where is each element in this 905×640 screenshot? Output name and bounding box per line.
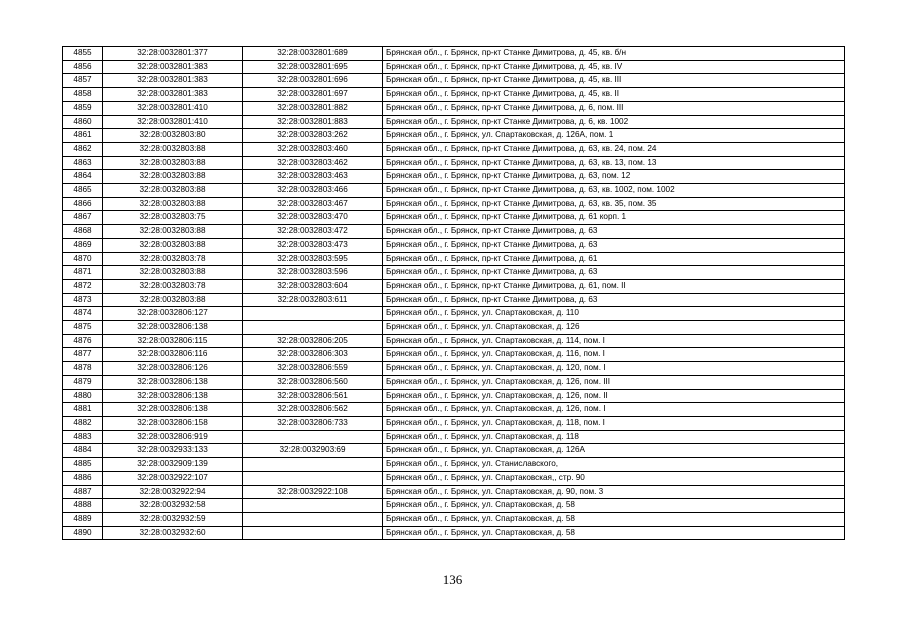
table-row (63, 485, 845, 499)
row-number-cell: 4867 (63, 211, 103, 225)
object-cadastral-number-cell: 32:28:0032806:561 (243, 389, 383, 403)
cadastral-number-cell: 32:28:0032803:88 (103, 142, 243, 156)
address-cell: Брянская обл., г. Брянск, пр-кт Станке Димитрова, д. 63 (383, 238, 845, 252)
table-row (63, 88, 845, 102)
cadastral-number-cell: 32:28:0032801:377 (103, 47, 243, 61)
cadastral-number-cell: 32:28:0032803:75 (103, 211, 243, 225)
object-cadastral-number-cell (243, 526, 383, 540)
cadastral-number-cell: 32:28:0032806:158 (103, 416, 243, 430)
table-row (63, 252, 845, 266)
object-cadastral-number-cell (243, 321, 383, 335)
cadastral-number-cell: 32:28:0032801:383 (103, 74, 243, 88)
cadastral-number-cell: 32:28:0032803:88 (103, 156, 243, 170)
address-cell: Брянская обл., г. Брянск, ул. Спартаковская, д. 126, пом. III (383, 375, 845, 389)
object-cadastral-number-cell: 32:28:0032803:604 (243, 279, 383, 293)
address-cell: Брянская обл., г. Брянск, ул. Спартаковская, д. 126 (383, 321, 845, 335)
row-number-cell: 4868 (63, 225, 103, 239)
table-row (63, 348, 845, 362)
row-number-cell: 4883 (63, 430, 103, 444)
table-row (63, 60, 845, 74)
row-number-cell: 4890 (63, 526, 103, 540)
address-cell: Брянская обл., г. Брянск, пр-кт Станке Димитрова, д. 45, кв. б/н (383, 47, 845, 61)
address-cell: Брянская обл., г. Брянск, ул. Спартаковская, д. 58 (383, 512, 845, 526)
object-cadastral-number-cell (243, 458, 383, 472)
cadastral-number-cell: 32:28:0032806:138 (103, 321, 243, 335)
object-cadastral-number-cell: 32:28:0032806:560 (243, 375, 383, 389)
address-cell: Брянская обл., г. Брянск, пр-кт Станке Димитрова, д. 63, кв. 24, пом. 24 (383, 142, 845, 156)
row-number-cell: 4855 (63, 47, 103, 61)
address-cell: Брянская обл., г. Брянск, пр-кт Станке Димитрова, д. 61, пом. II (383, 279, 845, 293)
address-cell: Брянская обл., г. Брянск, ул. Спартаковская, д. 58 (383, 499, 845, 513)
object-cadastral-number-cell (243, 512, 383, 526)
table-row (63, 184, 845, 198)
cadastral-number-cell: 32:28:0032803:88 (103, 238, 243, 252)
table-row (63, 142, 845, 156)
cadastral-number-cell: 32:28:0032806:116 (103, 348, 243, 362)
object-cadastral-number-cell (243, 430, 383, 444)
cadastral-number-cell: 32:28:0032933:133 (103, 444, 243, 458)
object-cadastral-number-cell: 32:28:0032806:205 (243, 334, 383, 348)
table-row (63, 129, 845, 143)
address-cell: Брянская обл., г. Брянск, пр-кт Станке Димитрова, д. 63, кв. 1002, пом. 1002 (383, 184, 845, 198)
address-cell: Брянская обл., г. Брянск, ул. Спартаковская, д. 126, пом. II (383, 389, 845, 403)
cadastral-number-cell: 32:28:0032909:139 (103, 458, 243, 472)
object-cadastral-number-cell: 32:28:0032801:883 (243, 115, 383, 129)
cadastral-number-cell: 32:28:0032932:58 (103, 499, 243, 513)
object-cadastral-number-cell: 32:28:0032803:595 (243, 252, 383, 266)
table-row (63, 211, 845, 225)
row-number-cell: 4856 (63, 60, 103, 74)
table-row (63, 115, 845, 129)
address-cell: Брянская обл., г. Брянск, ул. Спартаковская, д. 58 (383, 526, 845, 540)
object-cadastral-number-cell: 32:28:0032806:562 (243, 403, 383, 417)
row-number-cell: 4869 (63, 238, 103, 252)
object-cadastral-number-cell (243, 307, 383, 321)
table-row (63, 170, 845, 184)
table-body (63, 47, 845, 540)
address-cell: Брянская обл., г. Брянск, пр-кт Станке Димитрова, д. 63 (383, 293, 845, 307)
row-number-cell: 4877 (63, 348, 103, 362)
cadastral-number-cell: 32:28:0032803:88 (103, 293, 243, 307)
address-cell: Брянская обл., г. Брянск, ул. Станиславского, (383, 458, 845, 472)
address-cell: Брянская обл., г. Брянск, ул. Спартаковская, д. 110 (383, 307, 845, 321)
address-cell: Брянская обл., г. Брянск, ул. Спартаковская, д. 126, пом. I (383, 403, 845, 417)
row-number-cell: 4860 (63, 115, 103, 129)
row-number-cell: 4864 (63, 170, 103, 184)
object-cadastral-number-cell: 32:28:0032801:695 (243, 60, 383, 74)
object-cadastral-number-cell: 32:28:0032803:611 (243, 293, 383, 307)
table-row (63, 225, 845, 239)
address-cell: Брянская обл., г. Брянск, пр-кт Станке Димитрова, д. 45, кв. III (383, 74, 845, 88)
row-number-cell: 4888 (63, 499, 103, 513)
cadastral-number-cell: 32:28:0032806:115 (103, 334, 243, 348)
address-cell: Брянская обл., г. Брянск, пр-кт Станке Димитрова, д. 63 (383, 225, 845, 239)
object-cadastral-number-cell: 32:28:0032806:303 (243, 348, 383, 362)
table-row (63, 499, 845, 513)
object-cadastral-number-cell: 32:28:0032803:460 (243, 142, 383, 156)
table-row (63, 74, 845, 88)
address-cell: Брянская обл., г. Брянск, ул. Спартаковская, д. 114, пом. I (383, 334, 845, 348)
cadastral-number-cell: 32:28:0032801:383 (103, 88, 243, 102)
address-cell: Брянская обл., г. Брянск, пр-кт Станке Димитрова, д. 61 (383, 252, 845, 266)
table-row (63, 362, 845, 376)
address-cell: Брянская обл., г. Брянск, пр-кт Станке Димитрова, д. 63 (383, 266, 845, 280)
address-cell: Брянская обл., г. Брянск, пр-кт Станке Димитрова, д. 63, пом. 12 (383, 170, 845, 184)
object-cadastral-number-cell: 32:28:0032803:472 (243, 225, 383, 239)
cadastral-number-cell: 32:28:0032806:138 (103, 389, 243, 403)
cadastral-number-cell: 32:28:0032806:919 (103, 430, 243, 444)
object-cadastral-number-cell: 32:28:0032922:108 (243, 485, 383, 499)
object-cadastral-number-cell: 32:28:0032803:467 (243, 197, 383, 211)
object-cadastral-number-cell: 32:28:0032803:466 (243, 184, 383, 198)
address-cell: Брянская обл., г. Брянск, пр-кт Станке Димитрова, д. 61 корп. 1 (383, 211, 845, 225)
address-cell: Брянская обл., г. Брянск, ул. Спартаковская,, стр. 90 (383, 471, 845, 485)
cadastral-number-cell: 32:28:0032932:60 (103, 526, 243, 540)
row-number-cell: 4863 (63, 156, 103, 170)
cadastral-number-cell: 32:28:0032801:383 (103, 60, 243, 74)
object-cadastral-number-cell: 32:28:0032806:733 (243, 416, 383, 430)
object-cadastral-number-cell: 32:28:0032803:462 (243, 156, 383, 170)
address-cell: Брянская обл., г. Брянск, пр-кт Станке Димитрова, д. 6, кв. 1002 (383, 115, 845, 129)
table-row (63, 403, 845, 417)
cadastral-number-cell: 32:28:0032922:94 (103, 485, 243, 499)
object-cadastral-number-cell (243, 471, 383, 485)
table-row (63, 375, 845, 389)
table-row (63, 293, 845, 307)
object-cadastral-number-cell: 32:28:0032801:696 (243, 74, 383, 88)
row-number-cell: 4874 (63, 307, 103, 321)
row-number-cell: 4881 (63, 403, 103, 417)
table-row (63, 444, 845, 458)
cadastral-number-cell: 32:28:0032806:138 (103, 375, 243, 389)
object-cadastral-number-cell: 32:28:0032801:882 (243, 101, 383, 115)
address-cell: Брянская обл., г. Брянск, ул. Спартаковская, д. 126А, пом. 1 (383, 129, 845, 143)
object-cadastral-number-cell: 32:28:0032803:473 (243, 238, 383, 252)
row-number-cell: 4875 (63, 321, 103, 335)
row-number-cell: 4889 (63, 512, 103, 526)
address-cell: Брянская обл., г. Брянск, пр-кт Станке Димитрова, д. 45, кв. II (383, 88, 845, 102)
object-cadastral-number-cell: 32:28:0032801:697 (243, 88, 383, 102)
table-row (63, 197, 845, 211)
cadastral-number-cell: 32:28:0032801:410 (103, 101, 243, 115)
address-cell: Брянская обл., г. Брянск, ул. Спартаковская, д. 90, пом. 3 (383, 485, 845, 499)
cadastral-number-cell: 32:28:0032922:107 (103, 471, 243, 485)
row-number-cell: 4880 (63, 389, 103, 403)
cadastral-number-cell: 32:28:0032932:59 (103, 512, 243, 526)
row-number-cell: 4858 (63, 88, 103, 102)
row-number-cell: 4879 (63, 375, 103, 389)
table-row (63, 279, 845, 293)
row-number-cell: 4857 (63, 74, 103, 88)
table-row (63, 471, 845, 485)
object-cadastral-number-cell: 32:28:0032801:689 (243, 47, 383, 61)
object-cadastral-number-cell: 32:28:0032803:596 (243, 266, 383, 280)
address-cell: Брянская обл., г. Брянск, ул. Спартаковская, д. 126А (383, 444, 845, 458)
row-number-cell: 4866 (63, 197, 103, 211)
row-number-cell: 4885 (63, 458, 103, 472)
data-table (62, 46, 845, 540)
table-row (63, 238, 845, 252)
cadastral-number-cell: 32:28:0032806:127 (103, 307, 243, 321)
address-cell: Брянская обл., г. Брянск, ул. Спартаковская, д. 116, пом. I (383, 348, 845, 362)
table-row (63, 389, 845, 403)
row-number-cell: 4876 (63, 334, 103, 348)
table-row (63, 430, 845, 444)
table-row (63, 307, 845, 321)
cadastral-number-cell: 32:28:0032803:88 (103, 225, 243, 239)
cadastral-number-cell: 32:28:0032803:78 (103, 252, 243, 266)
table-row (63, 526, 845, 540)
object-cadastral-number-cell: 32:28:0032803:463 (243, 170, 383, 184)
table-row (63, 156, 845, 170)
cadastral-number-cell: 32:28:0032803:88 (103, 184, 243, 198)
row-number-cell: 4886 (63, 471, 103, 485)
row-number-cell: 4871 (63, 266, 103, 280)
cadastral-number-cell: 32:28:0032806:126 (103, 362, 243, 376)
cadastral-number-cell: 32:28:0032803:88 (103, 266, 243, 280)
cadastral-number-cell: 32:28:0032803:78 (103, 279, 243, 293)
object-cadastral-number-cell: 32:28:0032806:559 (243, 362, 383, 376)
object-cadastral-number-cell: 32:28:0032803:470 (243, 211, 383, 225)
row-number-cell: 4873 (63, 293, 103, 307)
table-row (63, 416, 845, 430)
object-cadastral-number-cell: 32:28:0032803:262 (243, 129, 383, 143)
row-number-cell: 4882 (63, 416, 103, 430)
cadastral-number-cell: 32:28:0032803:88 (103, 197, 243, 211)
row-number-cell: 4878 (63, 362, 103, 376)
row-number-cell: 4865 (63, 184, 103, 198)
cadastral-number-cell: 32:28:0032803:80 (103, 129, 243, 143)
address-cell: Брянская обл., г. Брянск, ул. Спартаковская, д. 120, пом. I (383, 362, 845, 376)
address-cell: Брянская обл., г. Брянск, пр-кт Станке Димитрова, д. 63, кв. 35, пом. 35 (383, 197, 845, 211)
object-cadastral-number-cell: 32:28:0032903:69 (243, 444, 383, 458)
table-row (63, 334, 845, 348)
table-row (63, 266, 845, 280)
address-cell: Брянская обл., г. Брянск, пр-кт Станке Димитрова, д. 63, кв. 13, пом. 13 (383, 156, 845, 170)
address-cell: Брянская обл., г. Брянск, ул. Спартаковская, д. 118 (383, 430, 845, 444)
row-number-cell: 4884 (63, 444, 103, 458)
cadastral-number-cell: 32:28:0032801:410 (103, 115, 243, 129)
table-row (63, 101, 845, 115)
row-number-cell: 4872 (63, 279, 103, 293)
page-number: 136 (442, 572, 463, 587)
cadastral-number-cell: 32:28:0032803:88 (103, 170, 243, 184)
object-cadastral-number-cell (243, 499, 383, 513)
row-number-cell: 4862 (63, 142, 103, 156)
table-row (63, 321, 845, 335)
row-number-cell: 4859 (63, 101, 103, 115)
address-cell: Брянская обл., г. Брянск, пр-кт Станке Димитрова, д. 6, пом. III (383, 101, 845, 115)
cadastral-number-cell: 32:28:0032806:138 (103, 403, 243, 417)
table-row (63, 458, 845, 472)
table-row (63, 512, 845, 526)
row-number-cell: 4887 (63, 485, 103, 499)
table-row (63, 47, 845, 61)
address-cell: Брянская обл., г. Брянск, пр-кт Станке Димитрова, д. 45, кв. IV (383, 60, 845, 74)
address-cell: Брянская обл., г. Брянск, ул. Спартаковская, д. 118, пом. I (383, 416, 845, 430)
row-number-cell: 4861 (63, 129, 103, 143)
row-number-cell: 4870 (63, 252, 103, 266)
